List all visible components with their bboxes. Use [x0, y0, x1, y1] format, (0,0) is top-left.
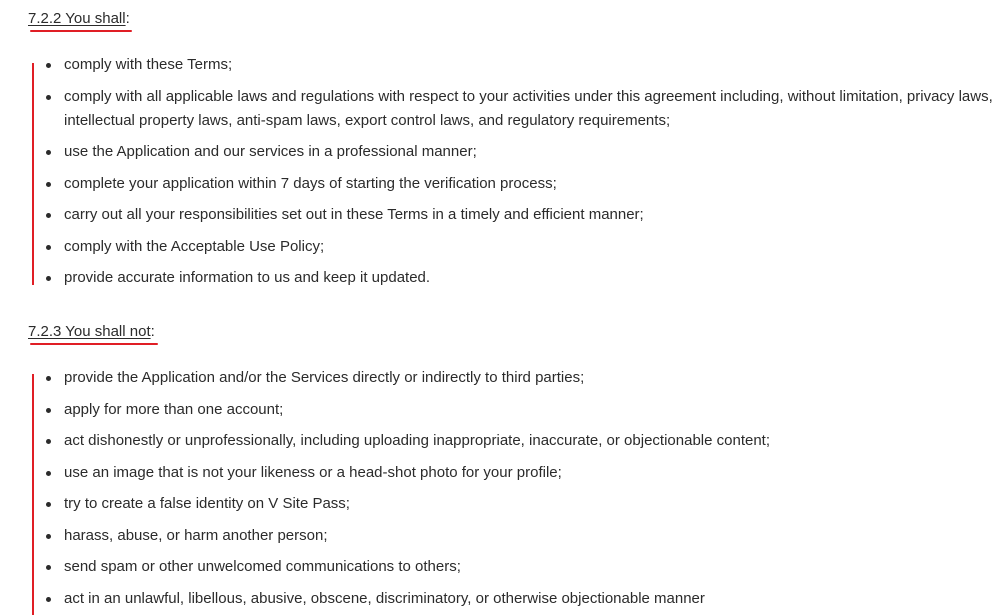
heading-colon: : — [125, 10, 130, 27]
bullet-icon — [46, 439, 51, 444]
bullet-icon — [46, 276, 51, 281]
section-heading — [28, 323, 155, 340]
list-item: carry out all your responsibilities set out in these Terms in a timely and efficient manner; — [46, 203, 996, 227]
bullet-icon — [46, 182, 51, 187]
bullet-icon — [46, 95, 51, 100]
annotation-vertical-bar — [32, 63, 34, 285]
list-item: use an image that is not your likeness or a head-shot photo for your profile; — [46, 461, 996, 485]
section-heading — [28, 10, 130, 27]
heading-colon: : — [150, 323, 155, 340]
bullet-icon — [46, 150, 51, 155]
bullet-icon — [46, 63, 51, 68]
list-item: provide accurate information to us and keep it updated. — [46, 266, 996, 290]
bullet-icon — [46, 565, 51, 570]
list-item: comply with these Terms; — [46, 53, 996, 77]
list-item: act dishonestly or unprofessionally, including uploading inappropriate, inaccurate, or objectionable content; — [46, 429, 996, 453]
list-item: use the Application and our services in a professional manner; — [46, 140, 996, 164]
bullet-icon — [46, 213, 51, 218]
list-item: comply with the Acceptable Use Policy; — [46, 235, 996, 259]
bullet-icon — [46, 534, 51, 539]
heading-label: 7.2.3 You shall not — [28, 323, 151, 340]
bullet-icon — [46, 245, 51, 250]
bullet-icon — [46, 502, 51, 507]
list-item: act in an unlawful, libellous, abusive, obscene, discriminatory, or otherwise objectionable manner — [46, 587, 996, 611]
bullet-icon — [46, 408, 51, 413]
bullet-icon — [46, 471, 51, 476]
list-item: apply for more than one account; — [46, 398, 996, 422]
list-item: provide the Application and/or the Services directly or indirectly to third parties; — [46, 366, 996, 390]
bullet-icon — [46, 376, 51, 381]
list-item: complete your application within 7 days of starting the verification process; — [46, 172, 996, 196]
annotation-underline — [30, 30, 132, 32]
heading-label: 7.2.2 You shall — [28, 10, 126, 27]
list-item: comply with all applicable laws and regulations with respect to your activities under this agreement including, without limitation, privacy laws, intellectual property laws, anti-spam laws, export control laws, and regulatory requirements; — [46, 85, 996, 133]
list-item: send spam or other unwelcomed communications to others; — [46, 555, 996, 579]
annotation-underline — [30, 343, 158, 345]
list-item: harass, abuse, or harm another person; — [46, 524, 996, 548]
annotation-vertical-bar — [32, 374, 34, 615]
list-item: try to create a false identity on V Site Pass; — [46, 492, 996, 516]
bullet-icon — [46, 597, 51, 602]
